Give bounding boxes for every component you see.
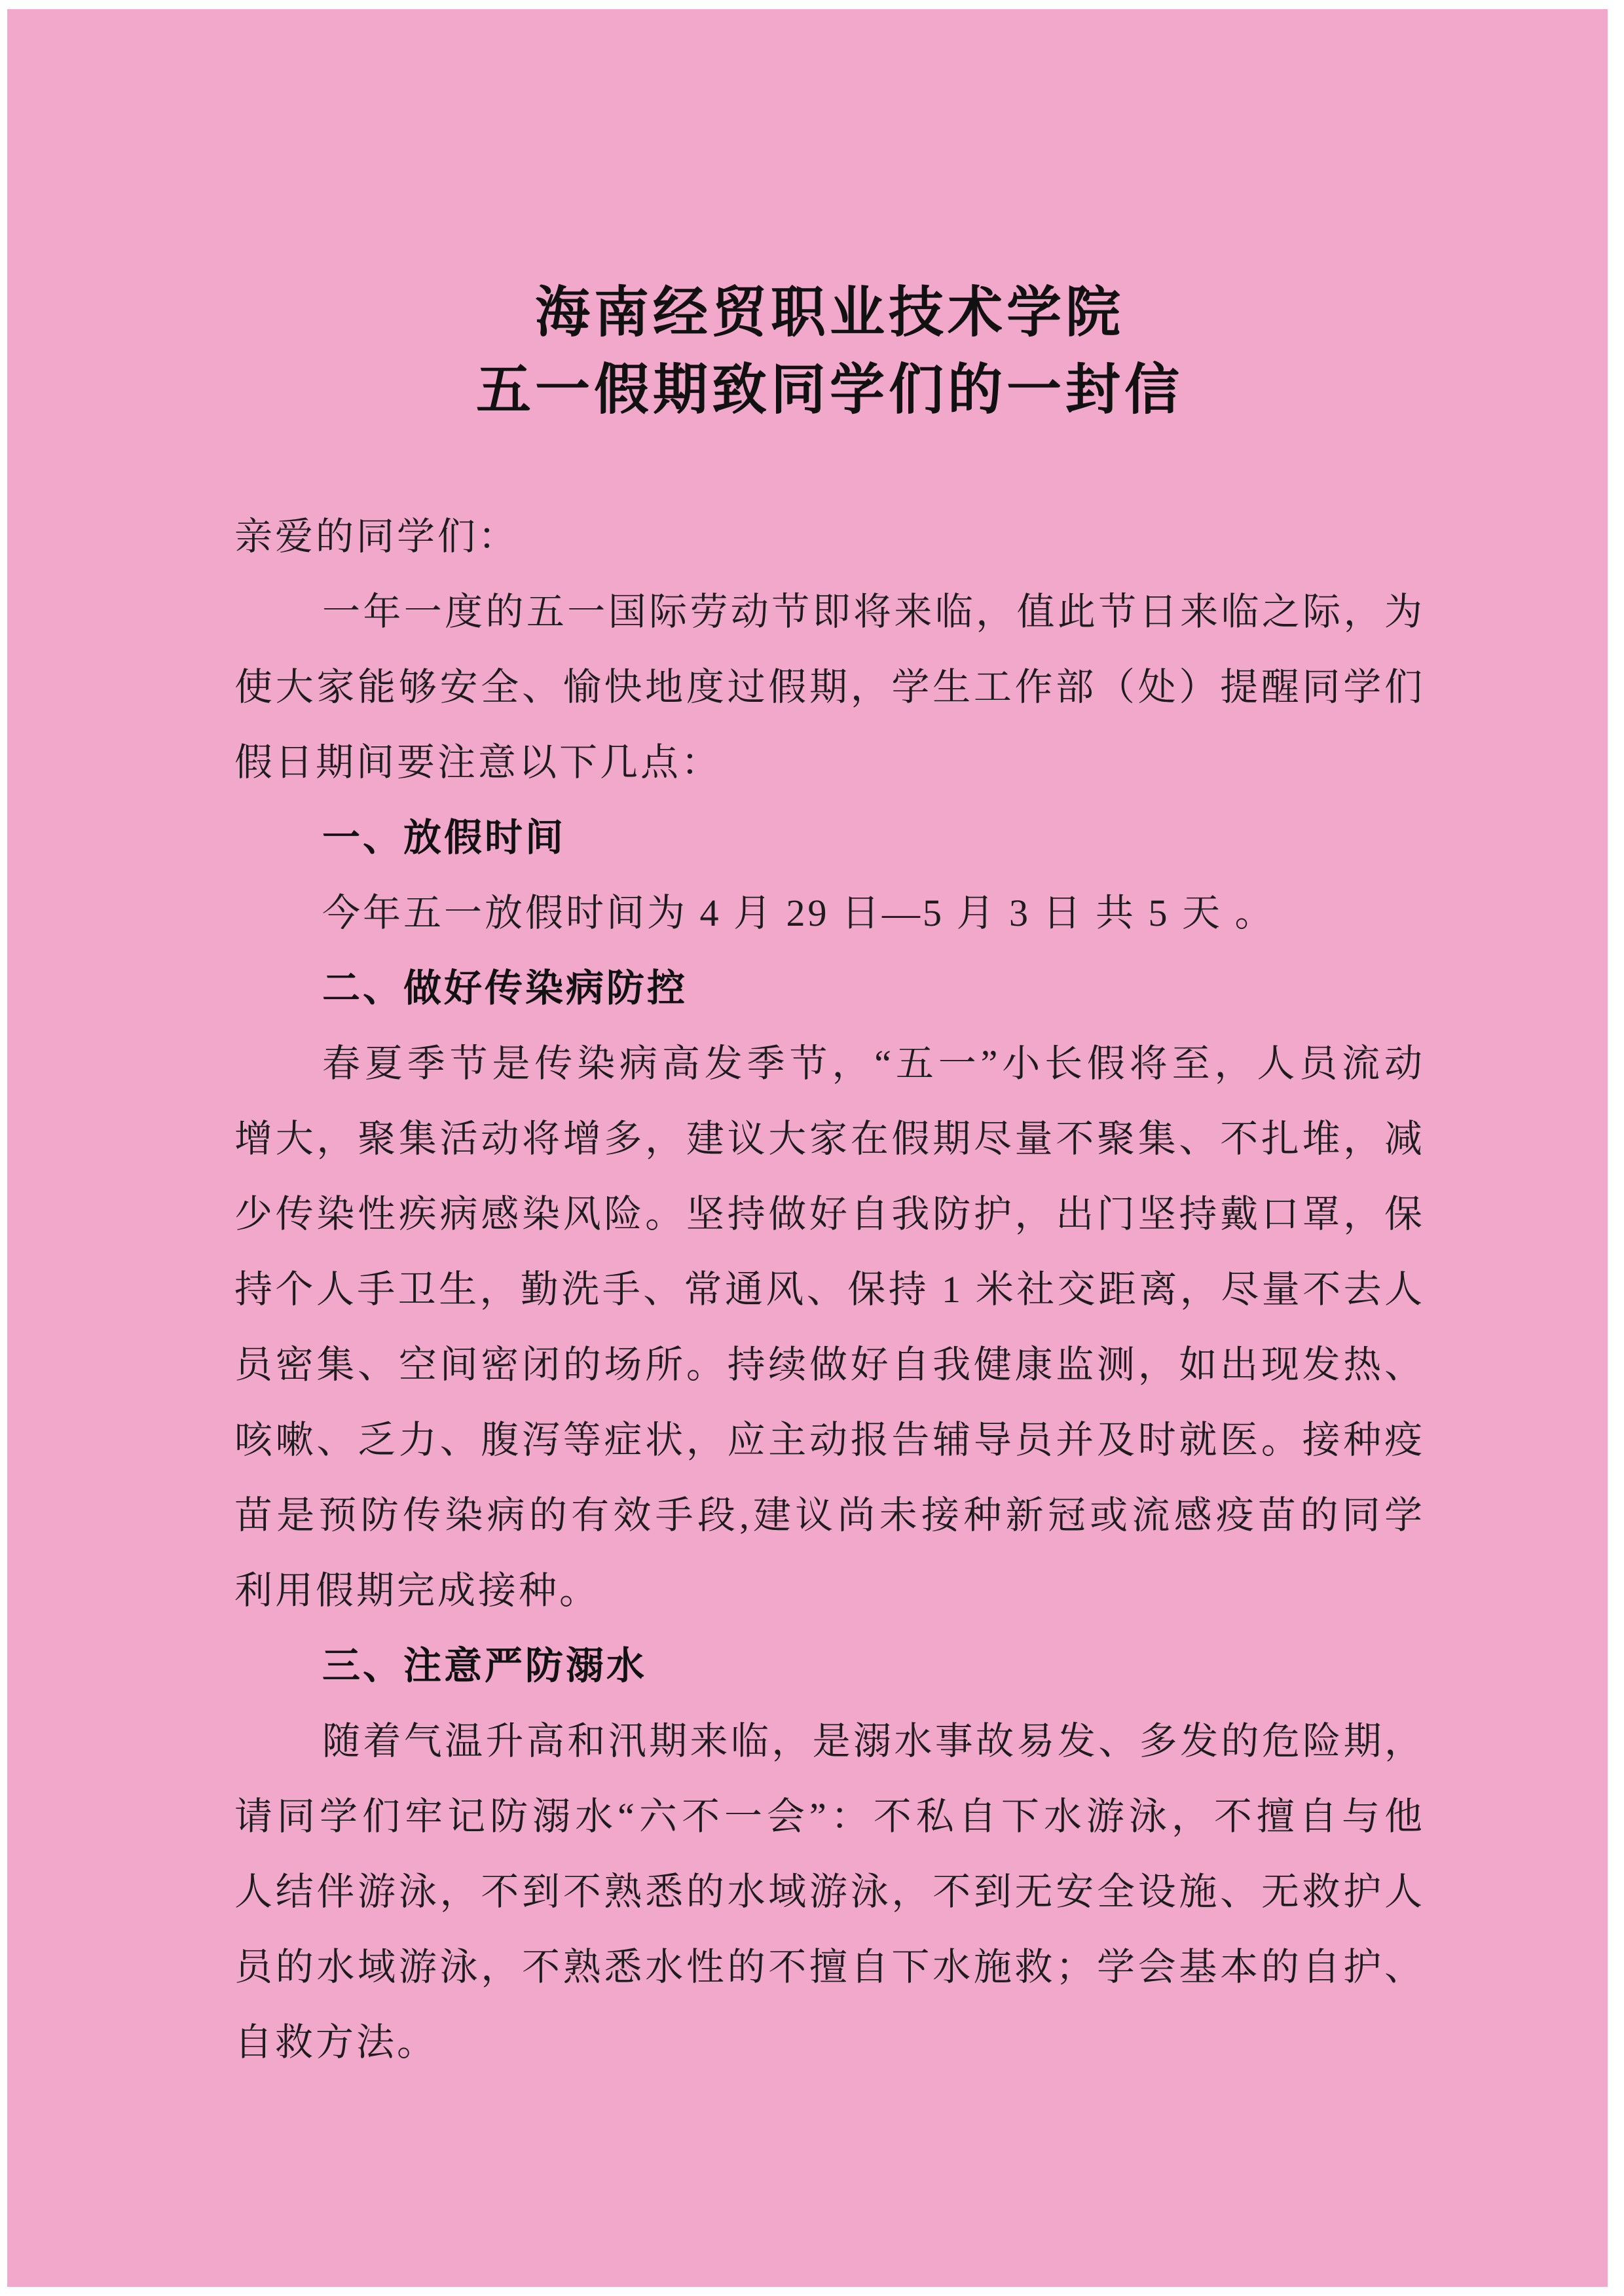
section-2-line-5: 员密集、空间密闭的场所。持续做好自我健康监测，如出现发热、 xyxy=(234,1343,1425,1386)
section-3-line-3: 人结伴游泳，不到不熟悉的水域游泳，不到无安全设施、无救护人 xyxy=(234,1870,1425,1913)
letter-title xyxy=(234,275,1425,429)
section-3-line-2: 请同学们牢记防溺水“六不一会”：不私自下水游泳，不擅自与他 xyxy=(234,1795,1425,1838)
section-3-line-5: 自救方法。 xyxy=(234,2021,438,2064)
section-2-line-4: 持个人手卫生，勤洗手、常通风、保持 1 米社交距离，尽量不去人 xyxy=(234,1268,1425,1311)
intro-line-2: 使大家能够安全、愉快地度过假期，学生工作部（处）提醒同学们 xyxy=(234,666,1425,708)
section-3-line-1: 随着气温升高和汛期来临，是溺水事故易发、多发的危险期， xyxy=(322,1720,1425,1762)
section-2-line-3: 少传染性疾病感染风险。坚持做好自我防护，出门坚持戴口罩，保 xyxy=(234,1193,1425,1235)
letter-content xyxy=(234,275,1425,2080)
letter-body xyxy=(234,499,1425,2080)
salutation: 亲爱的同学们： xyxy=(234,515,519,558)
section-2-line-6: 咳嗽、乏力、腹泻等症状，应主动报告辅导员并及时就医。接种疫 xyxy=(234,1419,1425,1461)
section-3-line-4: 员的水域游泳，不熟悉水性的不擅自下水施救；学会基本的自护、 xyxy=(234,1946,1425,1988)
intro-line-3: 假日期间要注意以下几点： xyxy=(234,741,722,784)
heading-section-2-epidemic-prevention: 二、做好传染病防控 xyxy=(322,967,688,1010)
section-2-line-8: 利用假期完成接种。 xyxy=(234,1569,600,1612)
heading-section-3-drowning-prevention: 三、注意严防溺水 xyxy=(322,1645,648,1687)
heading-section-1-holiday-time: 一、放假时间 xyxy=(322,816,566,859)
section-2-line-1: 春夏季节是传染病高发季节，“五一”小长假将至，人员流动 xyxy=(322,1042,1425,1085)
section-1-holiday-dates: 今年五一放假时间为 4 月 29 日—5 月 3 日 共 5 天 。 xyxy=(322,892,1276,934)
section-2-line-7: 苗是预防传染病的有效手段,建议尚未接种新冠或流感疫苗的同学 xyxy=(234,1494,1425,1537)
letter-paper xyxy=(7,9,1608,2287)
title-letter-subject: 五一假期致同学们的一封信 xyxy=(475,360,1183,421)
title-school-name: 海南经贸职业技术学院 xyxy=(534,283,1124,344)
section-2-line-2: 增大，聚集活动将增多，建议大家在假期尽量不聚集、不扎堆，减 xyxy=(234,1118,1425,1160)
intro-line-1: 一年一度的五一国际劳动节即将来临，值此节日来临之际，为 xyxy=(322,591,1425,633)
